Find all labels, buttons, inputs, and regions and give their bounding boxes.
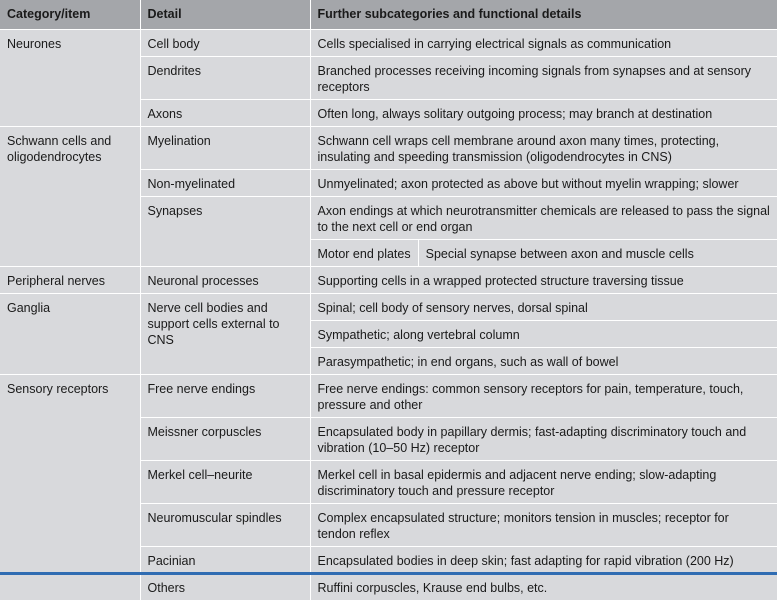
detail-cell: Myelination bbox=[140, 126, 310, 169]
header-category: Category/item bbox=[0, 0, 140, 29]
description-cell: Branched processes receiving incoming signals from synapses and at sensory receptors bbox=[310, 56, 777, 99]
description-cell: Parasympathetic; in end organs, such as wall of bowel bbox=[310, 347, 777, 374]
detail-cell: Cell body bbox=[140, 29, 310, 56]
detail-cell: Merkel cell–neurite bbox=[140, 460, 310, 503]
table-row bbox=[0, 374, 777, 417]
category-cell: Ganglia bbox=[0, 293, 140, 374]
description-cell: Often long, always solitary outgoing process; may branch at destination bbox=[310, 99, 777, 126]
description-cell: Schwann cell wraps cell membrane around axon many times, protecting, insulating and speeding transmission (oligodendrocytes in CNS) bbox=[310, 126, 777, 169]
detail-cell: Nerve cell bodies and support cells external to CNS bbox=[140, 293, 310, 374]
description-cell: Encapsulated bodies in deep skin; fast adapting for rapid vibration (200 Hz) bbox=[310, 546, 777, 573]
header-detail: Detail bbox=[140, 0, 310, 29]
description-cell: Free nerve endings: common sensory receptors for pain, temperature, touch, pressure and other bbox=[310, 374, 777, 417]
description-cell: Supporting cells in a wrapped protected structure traversing tissue bbox=[310, 266, 777, 293]
detail-cell: Axons bbox=[140, 99, 310, 126]
detail-cell: Free nerve endings bbox=[140, 374, 310, 417]
header-further: Further subcategories and functional details bbox=[310, 0, 777, 29]
detail-cell: Synapses bbox=[140, 196, 310, 266]
sub-description: Special synapse between axon and muscle cells bbox=[418, 240, 701, 266]
detail-cell: Meissner corpuscles bbox=[140, 417, 310, 460]
category-cell: Sensory receptors bbox=[0, 374, 140, 600]
detail-cell: Neuronal processes bbox=[140, 266, 310, 293]
table-row bbox=[0, 293, 777, 320]
description-cell: Cells specialised in carrying electrical signals as communication bbox=[310, 29, 777, 56]
description-cell: Complex encapsulated structure; monitors tension in muscles; receptor for tendon reflex bbox=[310, 503, 777, 546]
description-cell: Axon endings at which neurotransmitter chemicals are released to pass the signal to the next cell or end organ bbox=[310, 196, 777, 239]
description-cell: Merkel cell in basal epidermis and adjacent nerve ending; slow-adapting discriminatory touch and pressure receptor bbox=[310, 460, 777, 503]
sub-label: Motor end plates bbox=[317, 246, 411, 261]
detail-cell: Others bbox=[140, 573, 310, 600]
sub-row-cell bbox=[310, 239, 777, 266]
category-cell: Peripheral nerves bbox=[0, 266, 140, 293]
description-cell: Ruffini corpuscles, Krause end bulbs, etc. bbox=[310, 573, 777, 600]
category-cell: Neurones bbox=[0, 29, 140, 126]
detail-cell: Neuromuscular spindles bbox=[140, 503, 310, 546]
description-cell: Spinal; cell body of sensory nerves, dorsal spinal bbox=[310, 293, 777, 320]
category-cell: Schwann cells and oligodendrocytes bbox=[0, 126, 140, 266]
table-row bbox=[0, 266, 777, 293]
table-row bbox=[0, 126, 777, 169]
description-cell: Unmyelinated; axon protected as above but without myelin wrapping; slower bbox=[310, 169, 777, 196]
detail-cell: Non-myelinated bbox=[140, 169, 310, 196]
header-row bbox=[0, 0, 777, 29]
description-cell: Encapsulated body in papillary dermis; fast-adapting discriminatory touch and vibration (10–50 Hz) receptor bbox=[310, 417, 777, 460]
detail-cell: Dendrites bbox=[140, 56, 310, 99]
detail-cell: Pacinian bbox=[140, 546, 310, 573]
description-cell: Sympathetic; along vertebral column bbox=[310, 320, 777, 347]
table-row bbox=[0, 29, 777, 56]
